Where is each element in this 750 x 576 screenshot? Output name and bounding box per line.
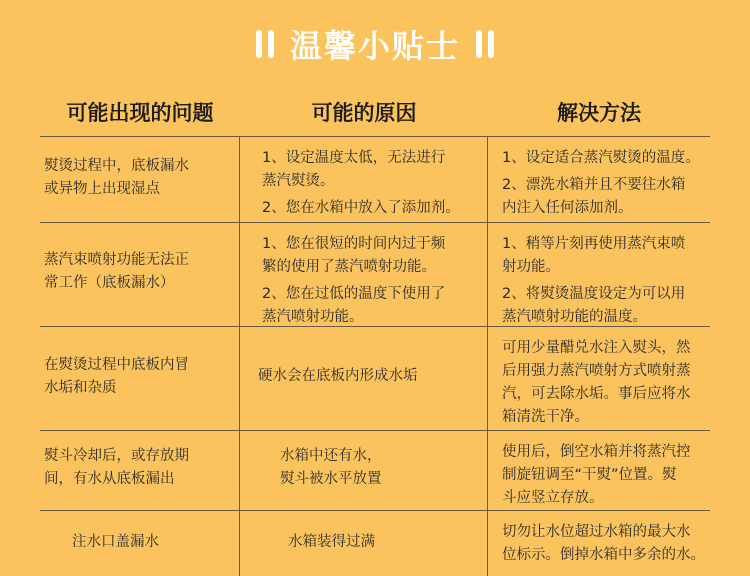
problem-line: 熨斗冷却后，或存放期: [44, 448, 189, 464]
solution-line: 汽，可去除水垢。事后应将水: [502, 386, 691, 402]
table-row: [40, 222, 710, 326]
problem-cell: [40, 327, 240, 430]
table-header: [40, 96, 710, 128]
cause-line: 蒸汽熨烫。: [262, 173, 335, 189]
problem-line: 常工作（底板漏水）: [44, 275, 175, 291]
problem-line: 注水口盖漏水: [72, 534, 159, 550]
cause-cell: [240, 511, 488, 576]
cause-line: 水箱中还有水，: [280, 448, 382, 464]
solution-line: 位标示。倒掉水箱中多余的水。: [502, 547, 705, 563]
table-row: [40, 510, 710, 576]
solution-cell: [488, 511, 710, 576]
solution-line: 可用少量醋兑水注入熨头，然: [502, 340, 691, 356]
solution-line: 蒸汽喷射功能的温度。: [502, 309, 647, 325]
problem-line: 或异物上出现湿点: [44, 181, 160, 197]
problem-line: 间，有水从底板漏出: [44, 471, 175, 487]
cause-cell: [240, 223, 488, 326]
problem-line: 熨烫过程中，底板漏水: [44, 158, 189, 174]
cause-line: 熨斗被水平放置: [280, 471, 382, 487]
cause-cell: [240, 137, 488, 222]
cause-line: 水箱装得过满: [288, 534, 375, 550]
tips-table: [40, 136, 710, 576]
problem-line: 在熨烫过程中底板内冒: [44, 357, 189, 373]
problem-line: 水垢和杂质: [44, 380, 117, 396]
solution-line: 斗应竖立存放。: [502, 490, 604, 506]
table-row: [40, 326, 710, 430]
decor-bar: [268, 30, 274, 58]
solution-line: 箱清洗干净。: [502, 409, 589, 425]
cause-line: 繁的使用了蒸汽喷射功能。: [262, 259, 436, 275]
cause-cell: [240, 431, 488, 510]
solution-line: 1、稍等片刻再使用蒸汽束喷: [502, 236, 686, 252]
right-decor-bars: [476, 30, 494, 58]
cause-line: 蒸汽喷射功能。: [262, 309, 364, 325]
cause-line: 2、您在水箱中放入了添加剂。: [262, 200, 460, 216]
problem-cell: [40, 511, 240, 576]
solution-line: 2、将熨烫温度设定为可以用: [502, 286, 686, 302]
solution-cell: [488, 327, 710, 430]
table-row: [40, 430, 710, 510]
solution-cell: [488, 223, 710, 326]
left-decor-bars: [256, 30, 274, 58]
solution-line: 切勿让水位超过水箱的最大水: [502, 524, 691, 540]
solution-line: 使用后，倒空水箱并将蒸汽控: [502, 444, 691, 460]
solution-line: 内注入任何添加剂。: [502, 200, 633, 216]
page-title: 温馨小贴士: [289, 27, 460, 65]
solution-cell: [488, 431, 710, 510]
cause-line: 硬水会在底板内形成水垢: [258, 368, 418, 384]
problem-cell: [40, 223, 240, 326]
header-problem: 可能出现的问题: [66, 101, 214, 125]
solution-line: 1、设定适合蒸汽熨烫的温度。: [502, 150, 700, 166]
header-cause: 可能的原因: [311, 101, 417, 125]
solution-line: 射功能。: [502, 259, 560, 275]
decor-bar: [488, 30, 494, 58]
cause-line: 2、您在过低的温度下使用了: [262, 286, 446, 302]
solution-line: 制旋钮调至“干熨”位置。熨: [502, 467, 677, 483]
title-banner: [0, 22, 750, 66]
problem-cell: [40, 137, 240, 222]
header-solution: 解决方法: [557, 101, 641, 125]
solution-line: 后用强力蒸汽喷射方式喷射蒸: [502, 363, 691, 379]
solution-line: 2、漂洗水箱并且不要往水箱: [502, 177, 686, 193]
decor-bar: [256, 30, 262, 58]
solution-cell: [488, 137, 710, 222]
cause-line: 1、设定温度太低，无法进行: [262, 150, 446, 166]
problem-cell: [40, 431, 240, 510]
table-row: [40, 136, 710, 222]
cause-cell: [240, 327, 488, 430]
decor-bar: [476, 30, 482, 58]
problem-line: 蒸汽束喷射功能无法正: [44, 252, 189, 268]
cause-line: 1、您在很短的时间内过于频: [262, 236, 446, 252]
